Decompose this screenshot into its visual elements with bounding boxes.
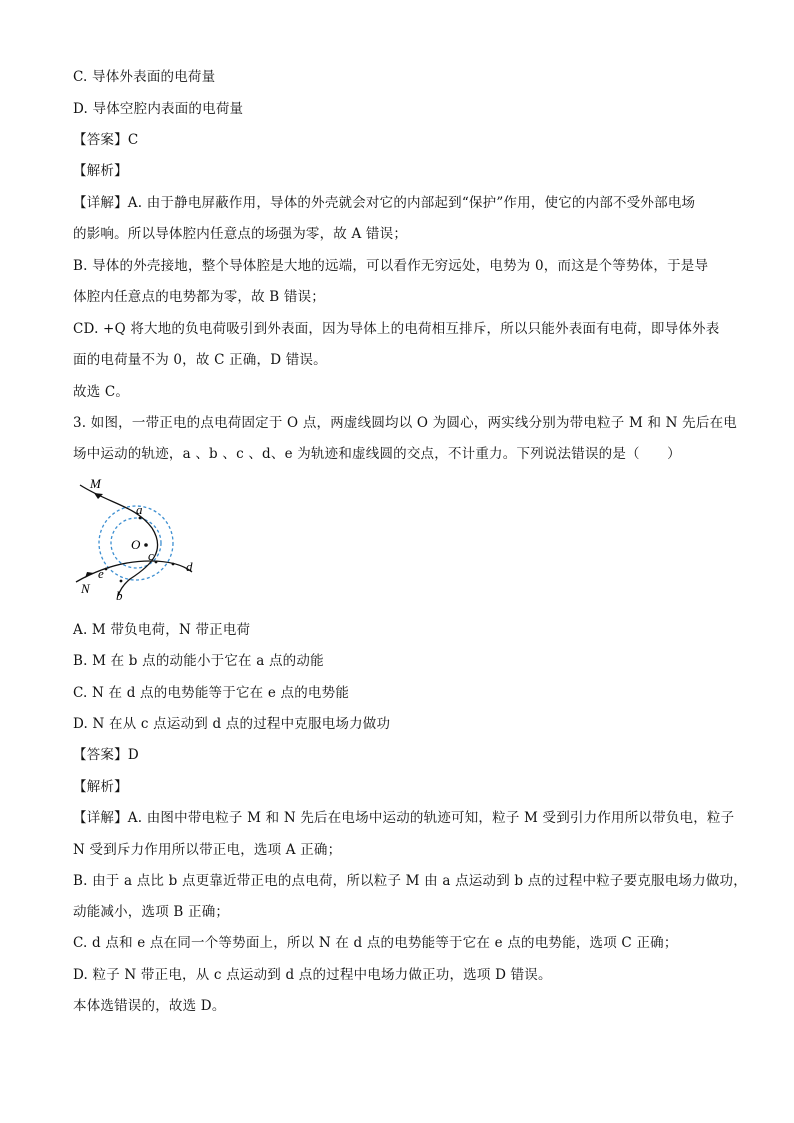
q2-option-c: C. 导体外表面的电荷量: [73, 69, 216, 85]
trajectory-n-arrow: [85, 572, 94, 578]
q3-detail-line-4: 动能减小，选项 B 正确；: [73, 904, 230, 920]
q3-detail-line-2: N 受到斥力作用所以带正电，选项 A 正确；: [73, 842, 342, 858]
q3-option-a: A. M 带负电荷，N 带正电荷: [73, 622, 251, 638]
q2-detail-line-3: B. 导体的外壳接地，整个导体腔是大地的远端，可以看作无穷远处，电势为 0，而这是个等势体，于是导: [73, 258, 709, 274]
answer-value: D: [127, 747, 139, 763]
trajectory-m: [80, 485, 158, 596]
q2-conclusion: 故选 C。: [73, 384, 130, 400]
q2-answer: [73, 131, 138, 149]
q3-detail-line-1: 【详解】A. 由图中带电粒子 M 和 N 先后在电场中运动的轨迹可知，粒子 M 受到引力作用所以带负电，粒子: [73, 810, 735, 826]
label-b: b: [116, 588, 123, 603]
q2-analysis-tag: 【解析】: [73, 163, 128, 179]
q2-detail-line-4: 体腔内任意点的电势都为零，故 B 错误；: [73, 289, 326, 305]
q3-detail-line-6: D. 粒子 N 带正电，从 c 点运动到 d 点的过程中电场力做正功，选项 D 错误。: [73, 967, 552, 983]
q3-stem-line-2: 场中运动的轨迹，a 、b 、c 、d、e 为轨迹和虚线圆的交点，不计重力。下列说法错误的是（ ）: [73, 446, 681, 462]
q3-option-b: B. M 在 b 点的动能小于它在 a 点的动能: [73, 653, 324, 669]
trajectory-n: [76, 561, 192, 582]
label-n: N: [81, 581, 90, 596]
q2-detail-line-5: CD. +Q 将大地的负电荷吸引到外表面，因为导体上的电荷相互排斥，所以只能外表面有电荷，即导体外表: [73, 321, 720, 337]
q3-stem-line-1: 3. 如图，一带正电的点电荷固定于 O 点，两虚线圆均以 O 为圆心，两实线分别为带电粒子 M 和 N 先后在电: [73, 415, 737, 431]
q3-detail-line-3: B. 由于 a 点比 b 点更靠近带正电的点电荷，所以粒子 M 由 a 点运动到 b 点的过程中粒子要克服电场力做功，: [73, 873, 747, 889]
answer-value: C: [127, 132, 139, 148]
point-c-dot: [155, 561, 158, 564]
label-c: c: [148, 548, 154, 563]
q2-option-d: D. 导体空腔内表面的电荷量: [73, 101, 244, 117]
point-d-dot: [172, 563, 175, 566]
q3-analysis-tag: 【解析】: [73, 779, 128, 795]
q3-detail-line-5: C. d 点和 e 点在同一个等势面上，所以 N 在 d 点的电势能等于它在 e 点的电势能，选项 C 正确；: [73, 935, 678, 951]
point-a-dot: [139, 517, 142, 520]
point-b-dot: [120, 580, 123, 583]
center-dot: [144, 543, 148, 547]
q2-detail-line-2: 的影响。所以导体腔内任意点的场强为零，故 A 错误；: [73, 226, 408, 242]
q3-figure: [70, 472, 210, 604]
answer-tag: 【答案】: [73, 747, 128, 763]
label-d: d: [186, 559, 193, 574]
q3-answer: [73, 746, 139, 764]
q3-conclusion: 本体选错误的，故选 D。: [73, 998, 226, 1014]
q2-detail-line-1: 【详解】A. 由于静电屏蔽作用，导体的外壳就会对它的内部起到“保护”作用，使它的内部不受外部电场: [73, 195, 696, 211]
q2-detail-line-6: 面的电荷量不为 0，故 C 正确，D 错误。: [73, 352, 327, 368]
q3-option-c: C. N 在 d 点的电势能等于它在 e 点的电势能: [73, 685, 350, 701]
label-e: e: [98, 566, 104, 581]
label-m: M: [90, 476, 101, 491]
q3-option-d: D. N 在从 c 点运动到 d 点的过程中克服电场力做功: [73, 716, 391, 732]
point-e-dot: [105, 568, 108, 571]
label-o: O: [131, 537, 141, 552]
answer-tag: 【答案】: [73, 132, 128, 148]
label-a: a: [136, 502, 143, 517]
